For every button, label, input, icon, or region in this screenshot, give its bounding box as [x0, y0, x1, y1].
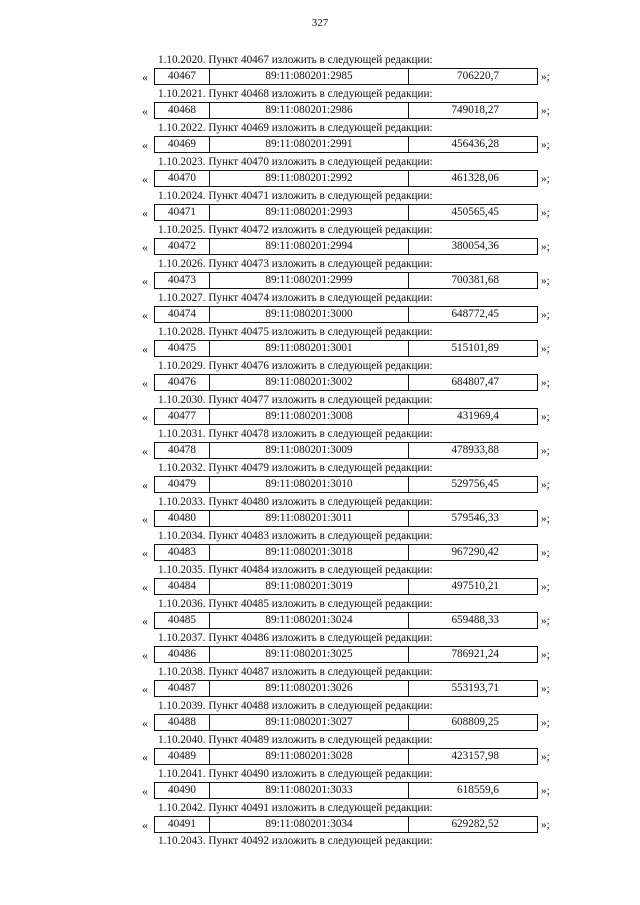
record-table [154, 748, 538, 765]
table-row [0, 816, 640, 834]
table-row [0, 102, 640, 120]
amendment-entry [0, 563, 640, 597]
closing-quote: »; [541, 173, 550, 185]
opening-quote: « [142, 308, 148, 322]
record-id-cell: 40485 [155, 613, 210, 628]
cadastral-number-cell: 89:11:080201:3011 [210, 511, 409, 526]
amendment-instruction: 1.10.2027. Пункт 40474 изложить в следующей редакции: [158, 292, 433, 304]
table-row [0, 578, 640, 596]
amendment-entry [0, 699, 640, 733]
closing-quote: »; [541, 547, 550, 559]
amendment-instruction: 1.10.2037. Пункт 40486 изложить в следующей редакции: [158, 632, 433, 644]
closing-quote: »; [541, 819, 550, 831]
opening-quote: « [142, 614, 148, 628]
closing-quote: »; [541, 71, 550, 83]
record-table [154, 544, 538, 561]
closing-quote: »; [541, 207, 550, 219]
amendment-entry [0, 53, 640, 87]
value-cell: 456436,28 [451, 138, 499, 150]
amendment-entry [0, 733, 640, 767]
table-row [0, 476, 640, 494]
table-row [0, 170, 640, 188]
record-id-cell: 40484 [155, 579, 210, 594]
record-id-cell: 40474 [155, 307, 210, 322]
record-id-cell: 40483 [155, 545, 210, 560]
opening-quote: « [142, 444, 148, 458]
cadastral-number-cell: 89:11:080201:3026 [210, 681, 409, 696]
amendment-entry [0, 223, 640, 257]
record-id-cell: 40470 [155, 171, 210, 186]
record-id-cell: 40478 [155, 443, 210, 458]
opening-quote: « [142, 240, 148, 254]
value-cell: 967290,42 [451, 546, 499, 558]
amendment-instruction: 1.10.2023. Пункт 40470 изложить в следующей редакции: [158, 156, 433, 168]
closing-quote: »; [541, 513, 550, 525]
amendment-instruction: 1.10.2029. Пункт 40476 изложить в следующей редакции: [158, 360, 433, 372]
table-row [0, 374, 640, 392]
value-cell: 478933,88 [451, 444, 499, 456]
amendment-entry [0, 189, 640, 223]
table-row [0, 204, 640, 222]
value-cell: 497510,21 [451, 580, 499, 592]
opening-quote: « [142, 376, 148, 390]
value-cell: 618559,6 [457, 784, 499, 796]
table-row [0, 408, 640, 426]
record-table [154, 238, 538, 255]
closing-quote: »; [541, 717, 550, 729]
record-table [154, 782, 538, 799]
table-row [0, 646, 640, 664]
value-cell: 423157,98 [451, 750, 499, 762]
table-row [0, 612, 640, 630]
closing-quote: »; [541, 445, 550, 457]
closing-quote: »; [541, 275, 550, 287]
closing-quote: »; [541, 683, 550, 695]
table-row [0, 238, 640, 256]
amendment-entry [0, 359, 640, 393]
amendment-instruction: 1.10.2036. Пункт 40485 изложить в следующей редакции: [158, 598, 433, 610]
table-row [0, 340, 640, 358]
table-row [0, 510, 640, 528]
record-id-cell: 40488 [155, 715, 210, 730]
amendment-instruction: 1.10.2042. Пункт 40491 изложить в следующей редакции: [158, 802, 433, 814]
closing-quote: »; [541, 615, 550, 627]
amendment-entry [0, 291, 640, 325]
value-cell: 659488,33 [451, 614, 499, 626]
record-id-cell: 40468 [155, 103, 210, 118]
amendment-instruction: 1.10.2024. Пункт 40471 изложить в следующей редакции: [158, 190, 433, 202]
record-table [154, 442, 538, 459]
record-id-cell: 40479 [155, 477, 210, 492]
record-table [154, 612, 538, 629]
record-table [154, 340, 538, 357]
record-table [154, 510, 538, 527]
opening-quote: « [142, 512, 148, 526]
cadastral-number-cell: 89:11:080201:3018 [210, 545, 409, 560]
opening-quote: « [142, 274, 148, 288]
amendment-instruction: 1.10.2021. Пункт 40468 изложить в следующей редакции: [158, 88, 433, 100]
cadastral-number-cell: 89:11:080201:3028 [210, 749, 409, 764]
closing-quote: »; [541, 139, 550, 151]
cadastral-number-cell: 89:11:080201:3027 [210, 715, 409, 730]
cadastral-number-cell: 89:11:080201:2994 [210, 239, 409, 254]
record-table [154, 646, 538, 663]
cadastral-number-cell: 89:11:080201:3001 [210, 341, 409, 356]
value-cell: 579546,33 [451, 512, 499, 524]
table-row [0, 68, 640, 86]
cadastral-number-cell: 89:11:080201:3025 [210, 647, 409, 662]
record-table [154, 578, 538, 595]
value-cell: 461328,06 [451, 172, 499, 184]
amendment-instruction: 1.10.2038. Пункт 40487 изложить в следующей редакции: [158, 666, 433, 678]
cadastral-number-cell: 89:11:080201:3024 [210, 613, 409, 628]
opening-quote: « [142, 648, 148, 662]
opening-quote: « [142, 138, 148, 152]
cadastral-number-cell: 89:11:080201:3033 [210, 783, 409, 798]
closing-quote: »; [541, 411, 550, 423]
value-cell: 450565,45 [451, 206, 499, 218]
record-id-cell: 40471 [155, 205, 210, 220]
opening-quote: « [142, 784, 148, 798]
cadastral-number-cell: 89:11:080201:3019 [210, 579, 409, 594]
table-row [0, 748, 640, 766]
amendment-entry [0, 461, 640, 495]
amendment-instruction: 1.10.2020. Пункт 40467 изложить в следующей редакции: [158, 54, 433, 66]
closing-quote: »; [541, 649, 550, 661]
cadastral-number-cell: 89:11:080201:3009 [210, 443, 409, 458]
record-id-cell: 40476 [155, 375, 210, 390]
record-table [154, 680, 538, 697]
table-row [0, 442, 640, 460]
record-table [154, 170, 538, 187]
value-cell: 529756,45 [451, 478, 499, 490]
amendment-entry [0, 155, 640, 189]
amendment-entry [0, 597, 640, 631]
record-id-cell: 40477 [155, 409, 210, 424]
cadastral-number-cell: 89:11:080201:2992 [210, 171, 409, 186]
record-table [154, 204, 538, 221]
record-table [154, 272, 538, 289]
amendment-entry [0, 495, 640, 529]
amendment-entry [0, 529, 640, 563]
table-row [0, 714, 640, 732]
amendment-instruction: 1.10.2028. Пункт 40475 изложить в следующей редакции: [158, 326, 433, 338]
amendment-entry [0, 427, 640, 461]
cadastral-number-cell: 89:11:080201:3002 [210, 375, 409, 390]
amendment-instruction: 1.10.2025. Пункт 40472 изложить в следующей редакции: [158, 224, 433, 236]
closing-quote: »; [541, 751, 550, 763]
record-id-cell: 40487 [155, 681, 210, 696]
record-table [154, 136, 538, 153]
closing-quote: »; [541, 785, 550, 797]
amendment-entry [0, 87, 640, 121]
amendment-instruction: 1.10.2039. Пункт 40488 изложить в следующей редакции: [158, 700, 433, 712]
record-id-cell: 40467 [155, 69, 210, 84]
document-body [0, 53, 640, 869]
amendment-instruction: 1.10.2022. Пункт 40469 изложить в следующей редакции: [158, 122, 433, 134]
record-table [154, 68, 538, 85]
closing-quote: »; [541, 343, 550, 355]
amendment-instruction: 1.10.2032. Пункт 40479 изложить в следующей редакции: [158, 462, 433, 474]
amendment-entry [0, 801, 640, 835]
amendment-entry [0, 631, 640, 665]
opening-quote: « [142, 104, 148, 118]
opening-quote: « [142, 70, 148, 84]
amendment-instruction: 1.10.2034. Пункт 40483 изложить в следующей редакции: [158, 530, 433, 542]
table-row [0, 782, 640, 800]
value-cell: 700381,68 [451, 274, 499, 286]
cadastral-number-cell: 89:11:080201:3034 [210, 817, 409, 832]
value-cell: 629282,52 [451, 818, 499, 830]
record-id-cell: 40472 [155, 239, 210, 254]
cadastral-number-cell: 89:11:080201:2999 [210, 273, 409, 288]
record-id-cell: 40490 [155, 783, 210, 798]
amendment-instruction: 1.10.2035. Пункт 40484 изложить в следующей редакции: [158, 564, 433, 576]
amendment-entry [0, 665, 640, 699]
closing-quote: »; [541, 581, 550, 593]
opening-quote: « [142, 206, 148, 220]
value-cell: 380054,36 [451, 240, 499, 252]
amendment-entry [0, 835, 640, 869]
value-cell: 553193,71 [451, 682, 499, 694]
opening-quote: « [142, 750, 148, 764]
closing-quote: »; [541, 241, 550, 253]
amendment-instruction: 1.10.2031. Пункт 40478 изложить в следующей редакции: [158, 428, 433, 440]
amendment-instruction: 1.10.2030. Пункт 40477 изложить в следующей редакции: [158, 394, 433, 406]
value-cell: 648772,45 [451, 308, 499, 320]
record-table [154, 408, 538, 425]
record-id-cell: 40475 [155, 341, 210, 356]
page-number: 327 [311, 17, 329, 29]
amendment-entry [0, 257, 640, 291]
table-row [0, 272, 640, 290]
record-id-cell: 40489 [155, 749, 210, 764]
opening-quote: « [142, 410, 148, 424]
closing-quote: »; [541, 479, 550, 491]
closing-quote: »; [541, 309, 550, 321]
value-cell: 786921,24 [451, 648, 499, 660]
value-cell: 608809,25 [451, 716, 499, 728]
opening-quote: « [142, 546, 148, 560]
record-id-cell: 40480 [155, 511, 210, 526]
opening-quote: « [142, 342, 148, 356]
value-cell: 515101,89 [451, 342, 499, 354]
opening-quote: « [142, 716, 148, 730]
cadastral-number-cell: 89:11:080201:2991 [210, 137, 409, 152]
table-row [0, 136, 640, 154]
opening-quote: « [142, 478, 148, 492]
record-table [154, 476, 538, 493]
value-cell: 431969,4 [457, 410, 499, 422]
cadastral-number-cell: 89:11:080201:2986 [210, 103, 409, 118]
table-row [0, 680, 640, 698]
amendment-instruction: 1.10.2040. Пункт 40489 изложить в следующей редакции: [158, 734, 433, 746]
record-id-cell: 40491 [155, 817, 210, 832]
amendment-entry [0, 393, 640, 427]
value-cell: 749018,27 [451, 104, 499, 116]
amendment-entry [0, 121, 640, 155]
record-table [154, 374, 538, 391]
cadastral-number-cell: 89:11:080201:2985 [210, 69, 409, 84]
amendment-instruction: 1.10.2043. Пункт 40492 изложить в следующей редакции: [158, 835, 433, 847]
value-cell: 684807,47 [451, 376, 499, 388]
record-id-cell: 40473 [155, 273, 210, 288]
opening-quote: « [142, 818, 148, 832]
table-row [0, 306, 640, 324]
cadastral-number-cell: 89:11:080201:3008 [210, 409, 409, 424]
record-table [154, 816, 538, 833]
amendment-entry [0, 767, 640, 801]
value-cell: 706220,7 [457, 70, 499, 82]
record-table [154, 306, 538, 323]
record-id-cell: 40469 [155, 137, 210, 152]
record-table [154, 714, 538, 731]
opening-quote: « [142, 682, 148, 696]
closing-quote: »; [541, 105, 550, 117]
closing-quote: »; [541, 377, 550, 389]
opening-quote: « [142, 172, 148, 186]
amendment-instruction: 1.10.2041. Пункт 40490 изложить в следующей редакции: [158, 768, 433, 780]
record-id-cell: 40486 [155, 647, 210, 662]
amendment-instruction: 1.10.2026. Пункт 40473 изложить в следующей редакции: [158, 258, 433, 270]
cadastral-number-cell: 89:11:080201:2993 [210, 205, 409, 220]
amendment-entry [0, 325, 640, 359]
amendment-instruction: 1.10.2033. Пункт 40480 изложить в следующей редакции: [158, 496, 433, 508]
opening-quote: « [142, 580, 148, 594]
record-table [154, 102, 538, 119]
cadastral-number-cell: 89:11:080201:3000 [210, 307, 409, 322]
cadastral-number-cell: 89:11:080201:3010 [210, 477, 409, 492]
table-row [0, 544, 640, 562]
